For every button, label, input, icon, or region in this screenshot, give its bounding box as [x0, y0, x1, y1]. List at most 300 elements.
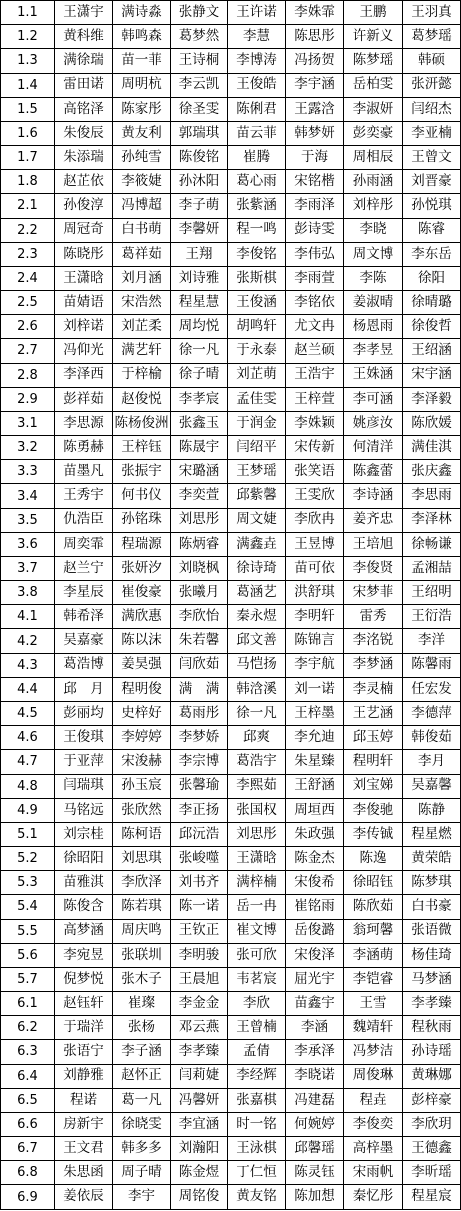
- student-name-cell: 朱政强: [286, 822, 344, 846]
- table-row: [1, 967, 461, 991]
- student-name-cell: 赵兰硕: [286, 339, 344, 363]
- student-name-cell: 李孝宸: [171, 387, 228, 411]
- student-name-cell: 李星辰: [55, 581, 113, 605]
- student-name-cell: 王钦正: [171, 919, 228, 943]
- student-name-cell: 王姝涵: [344, 363, 403, 387]
- student-name-cell: 赵俊悦: [113, 387, 171, 411]
- student-name-cell: 张语宁: [55, 1040, 113, 1064]
- table-row: [1, 1040, 461, 1064]
- student-name-cell: 闫莉婕: [171, 1064, 228, 1088]
- student-name-cell: 闫瑞琪: [55, 774, 113, 798]
- student-name-cell: 李明轩: [286, 605, 344, 629]
- student-name-cell: 陈晓彤: [55, 242, 113, 266]
- student-name-cell: 陈灵钰: [286, 1161, 344, 1185]
- student-name-cell: 闫欣茹: [171, 653, 228, 677]
- student-name-cell: 宋璐涵: [171, 460, 228, 484]
- student-name-cell: 葛梦然: [171, 25, 228, 49]
- student-name-cell: 徐阳: [403, 266, 461, 290]
- student-name-cell: 孙雨涵: [344, 170, 403, 194]
- student-name-cell: 李陈: [344, 266, 403, 290]
- student-name-cell: 赵芷依: [55, 170, 113, 194]
- student-name-cell: 张振宇: [113, 460, 171, 484]
- student-name-cell: 李宇航: [286, 653, 344, 677]
- table-row: [1, 1, 461, 25]
- student-name-cell: 李灵楠: [344, 677, 403, 701]
- student-name-cell: 马铭远: [55, 798, 113, 822]
- student-name-cell: 屈光宇: [286, 967, 344, 991]
- table-row: [1, 847, 461, 871]
- student-name-cell: 崔腾: [228, 146, 286, 170]
- class-number-cell: 3.5: [1, 508, 55, 532]
- student-name-cell: 韩俊茹: [403, 726, 461, 750]
- student-name-cell: 何清洋: [344, 436, 403, 460]
- student-name-cell: 刘一诺: [286, 677, 344, 701]
- student-name-cell: 周冠奇: [55, 218, 113, 242]
- student-name-cell: 赵怀正: [113, 1064, 171, 1088]
- student-name-cell: 李姝霏: [286, 1, 344, 25]
- student-name-cell: 马恺扬: [228, 653, 286, 677]
- student-name-cell: 李欣: [228, 992, 286, 1016]
- student-name-cell: 邱 月: [55, 677, 113, 701]
- class-number-cell: 3.7: [1, 556, 55, 580]
- class-number-cell: 2.5: [1, 291, 55, 315]
- student-name-cell: 冯梦洁: [344, 1040, 403, 1064]
- student-name-cell: 程明俊: [113, 677, 171, 701]
- student-name-cell: 李宇涵: [286, 73, 344, 97]
- student-name-cell: 陈俊铭: [171, 146, 228, 170]
- student-name-cell: 苗可依: [286, 556, 344, 580]
- class-number-cell: 1.4: [1, 73, 55, 97]
- student-name-cell: 朱星臻: [286, 750, 344, 774]
- class-number-cell: 6.8: [1, 1161, 55, 1185]
- student-name-cell: 李可涵: [344, 387, 403, 411]
- student-name-cell: 冯仰光: [55, 339, 113, 363]
- student-name-cell: 李婷婷: [113, 726, 171, 750]
- student-name-cell: 李子涵: [113, 1040, 171, 1064]
- student-name-cell: 秦永煜: [228, 605, 286, 629]
- student-name-cell: 陈俐君: [228, 97, 286, 121]
- student-name-cell: 宋俊希: [286, 871, 344, 895]
- table-row: [1, 1137, 461, 1161]
- student-name-cell: 胡鸣轩: [228, 315, 286, 339]
- student-name-cell: 韩鸣森: [113, 25, 171, 49]
- class-number-cell: 1.8: [1, 170, 55, 194]
- student-name-cell: 闫绍平: [228, 436, 286, 460]
- student-name-cell: 洪舒琪: [286, 581, 344, 605]
- student-name-cell: 王俊涵: [228, 291, 286, 315]
- student-name-cell: 葛浩宇: [228, 750, 286, 774]
- class-number-cell: 6.1: [1, 992, 55, 1016]
- student-name-cell: 李铠睿: [344, 967, 403, 991]
- student-name-cell: 刘思琪: [113, 847, 171, 871]
- student-name-cell: 张庆鑫: [403, 460, 461, 484]
- student-name-cell: 高梦涵: [55, 919, 113, 943]
- student-name-cell: 徐子晴: [171, 363, 228, 387]
- student-name-cell: 陈炳睿: [171, 532, 228, 556]
- student-name-cell: 葛浩博: [55, 653, 113, 677]
- student-name-cell: 王翔: [171, 242, 228, 266]
- student-name-cell: 王曾文: [403, 146, 461, 170]
- table-row: [1, 919, 461, 943]
- student-name-cell: 张妍汐: [113, 556, 171, 580]
- class-number-cell: 2.7: [1, 339, 55, 363]
- student-name-cell: 宋俊泽: [286, 943, 344, 967]
- student-name-cell: 李俊铭: [228, 242, 286, 266]
- student-name-cell: 韦茗宸: [228, 967, 286, 991]
- student-name-cell: 程一鸣: [228, 218, 286, 242]
- table-row: [1, 1185, 461, 1210]
- student-name-cell: 陈思彤: [286, 25, 344, 49]
- class-number-cell: 4.4: [1, 677, 55, 701]
- student-name-cell: 岳俊潞: [286, 919, 344, 943]
- student-name-cell: 宋传新: [286, 436, 344, 460]
- student-name-cell: 孙玉宸: [113, 774, 171, 798]
- class-number-cell: 3.8: [1, 581, 55, 605]
- student-name-cell: 李梦涵: [344, 653, 403, 677]
- student-name-cell: 徐昭阳: [55, 847, 113, 871]
- student-name-cell: 王俊琪: [55, 726, 113, 750]
- student-name-cell: 李涵: [286, 1016, 344, 1040]
- table-row: [1, 750, 461, 774]
- student-name-cell: 孙纯雪: [113, 146, 171, 170]
- student-name-cell: 陈金杰: [286, 847, 344, 871]
- student-name-cell: 邱馨瑶: [286, 1137, 344, 1161]
- student-name-cell: 张斯棋: [228, 266, 286, 290]
- student-name-cell: 李孝臻: [403, 992, 461, 1016]
- student-name-cell: 李思源: [55, 411, 113, 435]
- student-name-cell: 张嘉棋: [228, 1088, 286, 1112]
- class-number-cell: 4.6: [1, 726, 55, 750]
- class-number-cell: 2.4: [1, 266, 55, 290]
- student-name-cell: 黄友铭: [228, 1185, 286, 1210]
- student-name-cell: 陈金煜: [171, 1161, 228, 1185]
- table-row: [1, 822, 461, 846]
- student-name-cell: 张笑语: [286, 460, 344, 484]
- student-name-cell: 王绍涵: [403, 339, 461, 363]
- student-name-cell: 苗云菲: [228, 121, 286, 145]
- table-row: [1, 170, 461, 194]
- student-name-cell: 孙俊淳: [55, 194, 113, 218]
- student-name-cell: 王梓墨: [286, 701, 344, 725]
- table-row: [1, 653, 461, 677]
- student-name-cell: 黄友利: [113, 121, 171, 145]
- student-name-cell: 赵兰宁: [55, 556, 113, 580]
- student-name-cell: 马梦涵: [403, 967, 461, 991]
- student-name-cell: 于海: [286, 146, 344, 170]
- student-name-cell: 崔俊豪: [113, 581, 171, 605]
- student-name-cell: 葛一凡: [113, 1088, 171, 1112]
- class-number-cell: 1.3: [1, 49, 55, 73]
- student-name-cell: 王文君: [55, 1137, 113, 1161]
- class-number-cell: 1.5: [1, 97, 55, 121]
- student-name-cell: 刘思彤: [228, 822, 286, 846]
- table-row: [1, 387, 461, 411]
- student-name-cell: 程明轩: [344, 750, 403, 774]
- student-name-cell: 程秋雨: [403, 1016, 461, 1040]
- class-number-cell: 2.1: [1, 194, 55, 218]
- student-name-cell: 张杨: [113, 1016, 171, 1040]
- class-number-cell: 5.2: [1, 847, 55, 871]
- student-name-cell: 李欣泽: [113, 871, 171, 895]
- student-name-cell: 张紫涵: [228, 194, 286, 218]
- student-name-cell: 韩多多: [113, 1137, 171, 1161]
- student-name-cell: 李宇: [113, 1185, 171, 1210]
- student-name-cell: 刘芷柔: [113, 315, 171, 339]
- student-name-cell: 张国权: [228, 798, 286, 822]
- class-number-cell: 6.2: [1, 1016, 55, 1040]
- student-name-cell: 李承泽: [286, 1040, 344, 1064]
- class-number-cell: 5.1: [1, 822, 55, 846]
- table-row: [1, 798, 461, 822]
- student-name-cell: 陈鑫蕾: [344, 460, 403, 484]
- student-name-cell: 李伟弘: [286, 242, 344, 266]
- student-name-cell: 程星慧: [171, 291, 228, 315]
- student-name-cell: 王诗桐: [171, 49, 228, 73]
- student-name-cell: 黄琳娜: [403, 1064, 461, 1088]
- student-name-cell: 崔璨: [113, 992, 171, 1016]
- table-row: [1, 701, 461, 725]
- student-name-cell: 赵钰轩: [55, 992, 113, 1016]
- student-name-cell: 王潇晗: [228, 847, 286, 871]
- student-name-cell: 陈勇赫: [55, 436, 113, 460]
- student-name-cell: 周俊琳: [344, 1064, 403, 1088]
- student-name-cell: 李铭依: [286, 291, 344, 315]
- student-name-cell: 于永泰: [228, 339, 286, 363]
- student-name-cell: 刘诗雅: [171, 266, 228, 290]
- student-name-cell: 刘瀚阳: [171, 1137, 228, 1161]
- student-name-cell: 葛涵艺: [228, 581, 286, 605]
- table-row: [1, 484, 461, 508]
- student-name-cell: 孙诗瑶: [403, 1040, 461, 1064]
- student-name-cell: 李传铖: [344, 822, 403, 846]
- student-name-cell: 邱玉婷: [344, 726, 403, 750]
- student-name-cell: 周文博: [344, 242, 403, 266]
- class-number-cell: 2.9: [1, 387, 55, 411]
- student-name-cell: 宋梦菲: [344, 581, 403, 605]
- student-name-cell: 李思雨: [403, 484, 461, 508]
- class-number-cell: 2.8: [1, 363, 55, 387]
- class-number-cell: 5.7: [1, 967, 55, 991]
- table-row: [1, 532, 461, 556]
- student-name-cell: 苗雅淇: [55, 871, 113, 895]
- student-name-cell: 满鑫垚: [228, 532, 286, 556]
- class-number-cell: 4.7: [1, 750, 55, 774]
- student-name-cell: 杨佳琦: [403, 943, 461, 967]
- student-name-cell: 李奕萱: [171, 484, 228, 508]
- student-name-cell: 李欣怡: [171, 605, 228, 629]
- student-name-cell: 李俊奕: [344, 1112, 403, 1136]
- student-name-cell: 姜昊强: [113, 653, 171, 677]
- student-name-cell: 李东岳: [403, 242, 461, 266]
- class-number-cell: 1.6: [1, 121, 55, 145]
- table-row: [1, 218, 461, 242]
- student-name-cell: 韩梦妍: [286, 121, 344, 145]
- table-row: [1, 25, 461, 49]
- student-name-cell: 宋浚赫: [113, 750, 171, 774]
- student-name-cell: 王曾楠: [228, 1016, 286, 1040]
- student-name-cell: 王艺涵: [344, 701, 403, 725]
- student-name-cell: 王晨旭: [171, 967, 228, 991]
- student-name-cell: 雷秀: [344, 605, 403, 629]
- student-name-cell: 程星宸: [403, 1185, 461, 1210]
- class-number-cell: 3.6: [1, 532, 55, 556]
- student-name-cell: 陈杨俊洲: [113, 411, 171, 435]
- student-name-cell: 彭诗雯: [286, 218, 344, 242]
- student-name-cell: 宋铭楷: [286, 170, 344, 194]
- class-number-cell: 3.3: [1, 460, 55, 484]
- student-name-cell: 刘梓彤: [344, 194, 403, 218]
- student-name-cell: 周庆鸣: [113, 919, 171, 943]
- student-name-cell: 李泽林: [403, 508, 461, 532]
- student-name-cell: 周明杭: [113, 73, 171, 97]
- student-name-cell: 周相辰: [344, 146, 403, 170]
- class-number-cell: 5.3: [1, 871, 55, 895]
- student-name-cell: 朱思函: [55, 1161, 113, 1185]
- class-number-cell: 4.2: [1, 629, 55, 653]
- student-name-cell: 王昱博: [286, 532, 344, 556]
- student-name-cell: 葛雨彤: [171, 701, 228, 725]
- student-name-cell: 李馨妍: [171, 218, 228, 242]
- class-number-cell: 4.5: [1, 701, 55, 725]
- student-name-cell: 张汧懿: [403, 73, 461, 97]
- class-number-cell: 2.2: [1, 218, 55, 242]
- student-name-cell: 刘宗桂: [55, 822, 113, 846]
- table-row: [1, 242, 461, 266]
- student-name-cell: 孟湘喆: [403, 556, 461, 580]
- student-name-cell: 刘晋豪: [403, 170, 461, 194]
- student-name-cell: 许新义: [344, 25, 403, 49]
- student-name-cell: 邱爽: [228, 726, 286, 750]
- student-name-cell: 王梓萱: [286, 387, 344, 411]
- student-name-cell: 王德鑫: [403, 1137, 461, 1161]
- class-number-cell: 1.2: [1, 25, 55, 49]
- student-name-cell: 周文婕: [228, 508, 286, 532]
- student-name-cell: 葛祥茹: [113, 242, 171, 266]
- student-name-cell: 宋浩然: [113, 291, 171, 315]
- student-name-cell: 李孝昱: [344, 339, 403, 363]
- student-name-cell: 王培旭: [344, 532, 403, 556]
- student-name-cell: 张语微: [403, 919, 461, 943]
- student-name-cell: 李经辉: [228, 1064, 286, 1088]
- student-name-cell: 刘宝娣: [344, 774, 403, 798]
- table-row: [1, 774, 461, 798]
- student-name-cell: 邱文善: [228, 629, 286, 653]
- student-name-cell: 于梓榆: [113, 363, 171, 387]
- student-name-cell: 李俊驰: [344, 798, 403, 822]
- student-name-cell: 李宜涵: [171, 1112, 228, 1136]
- student-name-cell: 张曦月: [171, 581, 228, 605]
- student-name-cell: 刘书齐: [171, 871, 228, 895]
- class-number-cell: 4.9: [1, 798, 55, 822]
- student-name-cell: 李亚楠: [403, 121, 461, 145]
- student-name-cell: 苗墨凡: [55, 460, 113, 484]
- student-name-cell: 张木子: [113, 967, 171, 991]
- table-row: [1, 411, 461, 435]
- class-number-cell: 3.4: [1, 484, 55, 508]
- student-name-cell: 高铭泽: [55, 97, 113, 121]
- student-name-cell: 王雪: [344, 992, 403, 1016]
- table-row: [1, 1064, 461, 1088]
- student-name-cell: 郭瑞琪: [171, 121, 228, 145]
- student-name-cell: 王鹏: [344, 1, 403, 25]
- student-name-cell: 满艺轩: [113, 339, 171, 363]
- student-name-cell: 宋雨帆: [344, 1161, 403, 1185]
- student-name-cell: 冯建磊: [286, 1088, 344, 1112]
- student-name-cell: 尤文冉: [286, 315, 344, 339]
- table-row: [1, 315, 461, 339]
- student-name-cell: 冯馨妍: [171, 1088, 228, 1112]
- student-name-cell: 李欣玥: [403, 1112, 461, 1136]
- class-number-cell: 2.6: [1, 315, 55, 339]
- student-name-cell: 李筱婕: [113, 170, 171, 194]
- student-name-cell: 孟佳雯: [228, 387, 286, 411]
- student-name-cell: 李雨泽: [286, 194, 344, 218]
- student-name-cell: 李泽毅: [403, 387, 461, 411]
- student-name-cell: 程垚: [344, 1088, 403, 1112]
- student-name-cell: 李昕瑶: [403, 1161, 461, 1185]
- class-number-cell: 4.1: [1, 605, 55, 629]
- student-name-cell: 姜齐忠: [344, 508, 403, 532]
- student-name-cell: 任宏发: [403, 677, 461, 701]
- student-name-cell: 陈一诺: [171, 895, 228, 919]
- student-name-cell: 刘思彤: [171, 508, 228, 532]
- table-row: [1, 436, 461, 460]
- table-row: [1, 871, 461, 895]
- student-name-cell: 满诗淼: [113, 1, 171, 25]
- table-row: [1, 1016, 461, 1040]
- student-name-cell: 刘月涵: [113, 266, 171, 290]
- student-name-cell: 陈逸: [344, 847, 403, 871]
- student-name-cell: 陈以沫: [113, 629, 171, 653]
- class-number-cell: 5.6: [1, 943, 55, 967]
- student-name-cell: 李宗博: [171, 750, 228, 774]
- student-name-cell: 陈欣茹: [344, 895, 403, 919]
- student-name-cell: 岳柏雯: [344, 73, 403, 97]
- student-name-cell: 白书豪: [403, 895, 461, 919]
- table-row: [1, 146, 461, 170]
- roster-body: [1, 1, 461, 1210]
- student-name-cell: 王浩宇: [286, 363, 344, 387]
- student-name-cell: 姚彦汝: [344, 411, 403, 435]
- table-row: [1, 121, 461, 145]
- table-row: [1, 895, 461, 919]
- student-name-cell: 周垣西: [286, 798, 344, 822]
- class-number-cell: 6.9: [1, 1185, 55, 1210]
- table-row: [1, 677, 461, 701]
- student-name-cell: 孙沐阳: [171, 170, 228, 194]
- class-number-cell: 5.5: [1, 919, 55, 943]
- class-number-cell: 6.7: [1, 1137, 55, 1161]
- student-name-cell: 孙铭珠: [113, 508, 171, 532]
- student-name-cell: 满佳淇: [403, 436, 461, 460]
- table-row: [1, 73, 461, 97]
- student-name-cell: 程瑞源: [113, 532, 171, 556]
- student-name-cell: 王许诺: [228, 1, 286, 25]
- student-name-cell: 陈梦琪: [403, 871, 461, 895]
- student-name-cell: 邱沅浩: [171, 822, 228, 846]
- table-row: [1, 605, 461, 629]
- student-name-cell: 翁珂馨: [344, 919, 403, 943]
- student-name-cell: 房新宇: [55, 1112, 113, 1136]
- student-name-cell: 张欣然: [113, 798, 171, 822]
- student-name-cell: 崔文博: [228, 919, 286, 943]
- student-name-cell: 陈柯语: [113, 822, 171, 846]
- student-name-cell: 陈梦瑶: [344, 49, 403, 73]
- class-number-cell: 1.7: [1, 146, 55, 170]
- student-name-cell: 苗鑫宇: [286, 992, 344, 1016]
- student-name-cell: 张峻噬: [171, 847, 228, 871]
- student-name-cell: 何婉婷: [286, 1112, 344, 1136]
